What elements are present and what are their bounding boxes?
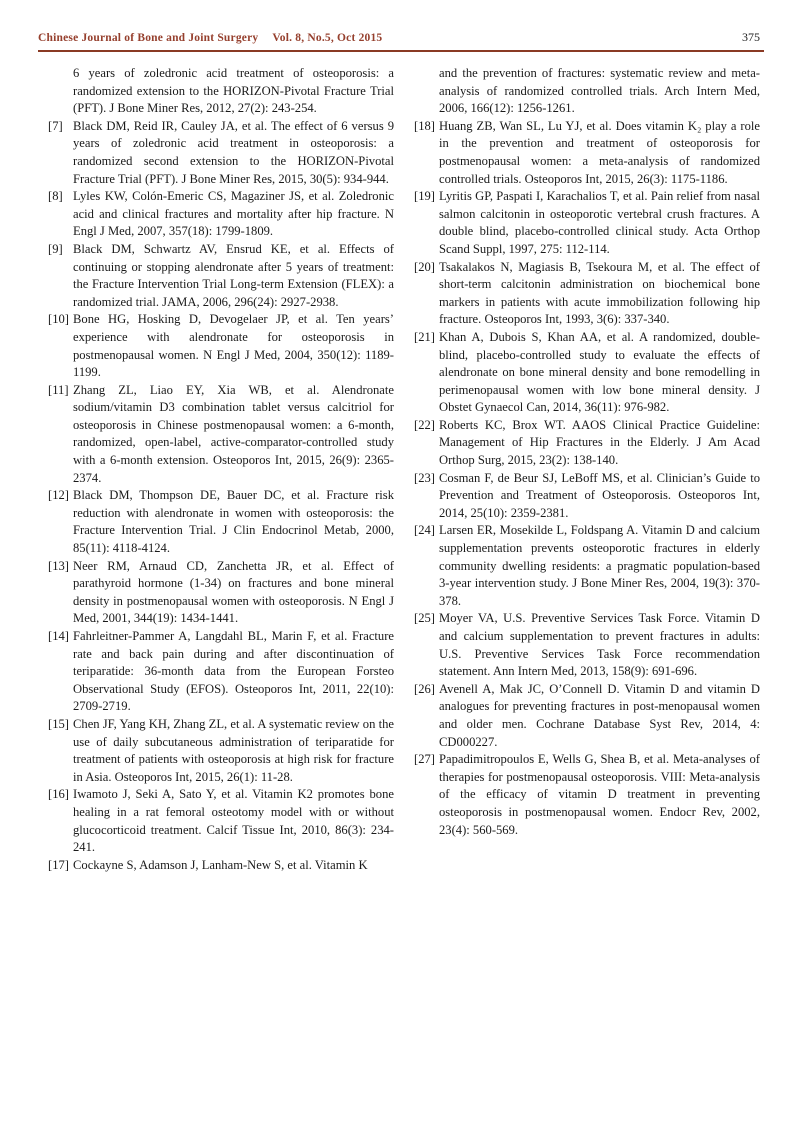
reference-text: Papadimitropoulos E, Wells G, Shea B, et al. Meta-analyses of therapies for postmenopausal osteoporosis. VIII: Meta-analysis of the efficacy of vitamin D treatment in preventing osteoporosis in postmenopausal women. Endocr Rev, 2002, 23(4): 560-569. (439, 752, 760, 837)
reference-item (414, 470, 760, 523)
reference-text: Tsakalakos N, Magiasis B, Tsekoura M, et al. The effect of short-term calcitonin administration on biochemical bone markers in patients with acute immobilization following hip fracture. Osteoporos Int, 1993, 3(6): 337-340. (439, 259, 760, 327)
reference-item (48, 786, 394, 856)
reference-item (414, 188, 760, 258)
reference-text: Neer RM, Arnaud CD, Zanchetta JR, et al. Effect of parathyroid hormone (1-34) on fractures and bone mineral density in postmenopausal women with osteoporosis. N Engl J Med, 2001, 344(19): 1434-1441. (73, 558, 394, 626)
journal-title (38, 32, 382, 44)
reference-label: [24] (414, 523, 435, 538)
reference-item (48, 118, 394, 188)
reference-label: [12] (48, 488, 69, 503)
reference-item (414, 118, 760, 188)
reference-label: [25] (414, 611, 435, 626)
reference-text: and the prevention of fractures: systematic review and meta-analysis of randomized controlled trials. Arch Intern Med, 2006, 166(12): 1256-1261. (439, 66, 760, 116)
reference-item (414, 417, 760, 470)
reference-text: Bone HG, Hosking D, Devogelaer JP, et al. Ten years’ experience with alendronate for osteoporosis in postmenopausal women. N Engl J Med, 2004, 350(12): 1189-1199. (73, 312, 394, 380)
reference-text: Roberts KC, Brox WT. AAOS Clinical Practice Guideline: Management of Hip Fractures in the Elderly. J Am Acad Orthop Surg, 2015, 23(2): 138-140. (439, 417, 760, 468)
reference-label: [18] (414, 118, 435, 133)
reference-text: Avenell A, Mak JC, O’Connell D. Vitamin D and vitamin D analogues for preventing fractures in post-menopausal women and older men. Cochrane Database Syst Rev, 2014, 4: CD000227. (439, 681, 760, 749)
reference-text: Cosman F, de Beur SJ, LeBoff MS, et al. Clinician’s Guide to Prevention and Treatment of Osteoporosis. Osteoporos Int, 2014, 25(10): 2359-2381. (439, 470, 760, 520)
reference-label: [22] (414, 417, 435, 432)
reference-label (414, 65, 439, 118)
reference-label: [14] (48, 629, 69, 643)
reference-item (48, 188, 394, 241)
references-content (0, 52, 802, 874)
reference-text: Khan A, Dubois S, Khan AA, et al. A randomized, double-blind, placebo-controlled study to evaluate the effects of alendronate on bone mineral density and bone remodelling in perimenopausal women with low bone mineral density. J Obstet Gynaecol Can, 2014, 36(11): 976-982. (439, 329, 760, 415)
reference-label: [11] (48, 382, 69, 397)
reference-item (48, 487, 394, 557)
reference-label: [26] (414, 681, 435, 696)
reference-text: Chen JF, Yang KH, Zhang ZL, et al. A systematic review on the use of daily subcutaneous administration of teriparatide for treatment of patients with osteoporosis at high risk for fracture in Asia. Osteoporos Int, 2015, 26(1): 11-28. (73, 716, 394, 784)
reference-text: Iwamoto J, Seki A, Sato Y, et al. Vitamin K2 promotes bone healing in a rat femoral osteotomy model with or without glucocorticoid treatment. Calcif Tissue Int, 2010, 86(3): 234-241. (73, 787, 394, 855)
right-column (414, 65, 760, 874)
journal-issue: Vol. 8, No.5, Oct 2015 (272, 32, 383, 44)
reference-item (414, 610, 760, 680)
reference-text: Fahrleitner-Pammer A, Langdahl BL, Marin F, et al. Fracture rate and back pain during and after discontinuation of teriparatide: 36-month data from the European Forsteo Observational Study (EFOS). Osteoporos Int, 2011, 22(10): 2709-2719. (73, 629, 394, 714)
reference-item (48, 558, 394, 628)
page-header (0, 0, 802, 50)
reference-label: [21] (414, 329, 435, 344)
reference-item (414, 259, 760, 329)
reference-label: [15] (48, 716, 69, 731)
reference-label: [16] (48, 787, 69, 802)
reference-text: Zhang ZL, Liao EY, Xia WB, et al. Alendronate sodium/vitamin D3 combination tablet versus calcitriol for osteoporosis in Chinese postmenopausal women: a 6-month, randomized, open-label, active-comparator-controlled study with a 6-month extension. Osteoporos Int, 2015, 26(9): 2365-2374. (73, 382, 394, 485)
reference-label: [27] (414, 752, 435, 767)
reference-text: Black DM, Schwartz AV, Ensrud KE, et al. Effects of continuing or stopping alendronate after 5 years of treatment: the Fracture Intervention Trial Long-term Extension (FLEX): a randomized trial. JAMA, 2006, 296(24): 2927-2938. (73, 241, 394, 309)
reference-label: [10] (48, 312, 69, 327)
reference-label: [20] (414, 259, 435, 274)
reference-label: [9] (48, 241, 63, 256)
reference-label: [19] (414, 189, 435, 204)
reference-label: [7] (48, 118, 63, 133)
reference-item (48, 716, 394, 786)
reference-text: Lyles KW, Colón-Emeric CS, Magaziner JS, et al. Zoledronic acid and clinical fractures and mortality after hip fracture. N Engl J Med, 2007, 357(18): 1799-1809. (73, 189, 394, 239)
reference-item (414, 751, 760, 839)
reference-item (48, 65, 394, 118)
reference-label: [17] (48, 857, 69, 872)
reference-item (48, 628, 394, 716)
reference-item (48, 241, 394, 311)
reference-text: Moyer VA, U.S. Preventive Services Task Force. Vitamin D and calcium supplementation to prevent fractures in adults: U.S. Preventive Services Task Force recommendation statement. Ann Intern Med, 2013, 158(9): 691-696. (439, 611, 760, 679)
reference-item (414, 329, 760, 417)
reference-item (48, 382, 394, 488)
reference-item (48, 311, 394, 381)
reference-label: [13] (48, 558, 69, 573)
reference-item (48, 857, 394, 875)
reference-label: [8] (48, 189, 63, 204)
page-number: 375 (742, 30, 760, 44)
reference-text: 6 years of zoledronic acid treatment of osteoporosis: a randomized extension to the HORIZON-Pivotal Fracture Trial (PFT). J Bone Miner Res, 2012, 27(2): 243-254. (73, 66, 394, 116)
reference-item (414, 681, 760, 751)
reference-text: Black DM, Thompson DE, Bauer DC, et al. Fracture risk reduction with alendronate in women with osteoporosis: the Fracture Intervention Trial. J Clin Endocrinol Metab, 2000, 85(11): 4118-4124. (73, 488, 394, 556)
reference-text: Cockayne S, Adamson J, Lanham-New S, et al. Vitamin K (73, 857, 368, 872)
left-column (48, 65, 394, 874)
reference-label (48, 65, 73, 118)
reference-text: Black DM, Reid IR, Cauley JA, et al. The effect of 6 versus 9 years of zoledronic acid treatment in osteoporosis: a randomized second extension to the HORIZON-Pivotal Fracture Trial (PFT). J Bone Miner Res, 2015, 30(5): 934-944. (73, 118, 394, 186)
reference-text: Huang ZB, Wan SL, Lu YJ, et al. Does vitamin K₂ play a role in the prevention and treatment of osteoporosis for postmenopausal women: a meta-analysis of randomized controlled trials. Osteoporos Int, 2015, 26(3): 1175-1186. (439, 118, 760, 186)
reference-text: Larsen ER, Mosekilde L, Foldspang A. Vitamin D and calcium supplementation prevents osteoporotic fractures in elderly community dwelling residents: a pragmatic population-based 3-year intervention study. J Bone Miner Res, 2004, 19(3): 370-378. (439, 523, 760, 608)
reference-text: Lyritis GP, Paspati I, Karachalios T, et al. Pain relief from nasal salmon calcitonin in osteoporotic vertebral crush fractures. A double blind, placebo-controlled clinical study. Acta Orthop Scand Suppl, 1997, 275: 112-114. (439, 189, 760, 256)
reference-item (414, 65, 760, 118)
reference-label: [23] (414, 470, 435, 485)
reference-item (414, 522, 760, 610)
journal-name: Chinese Journal of Bone and Joint Surgery (38, 32, 259, 44)
